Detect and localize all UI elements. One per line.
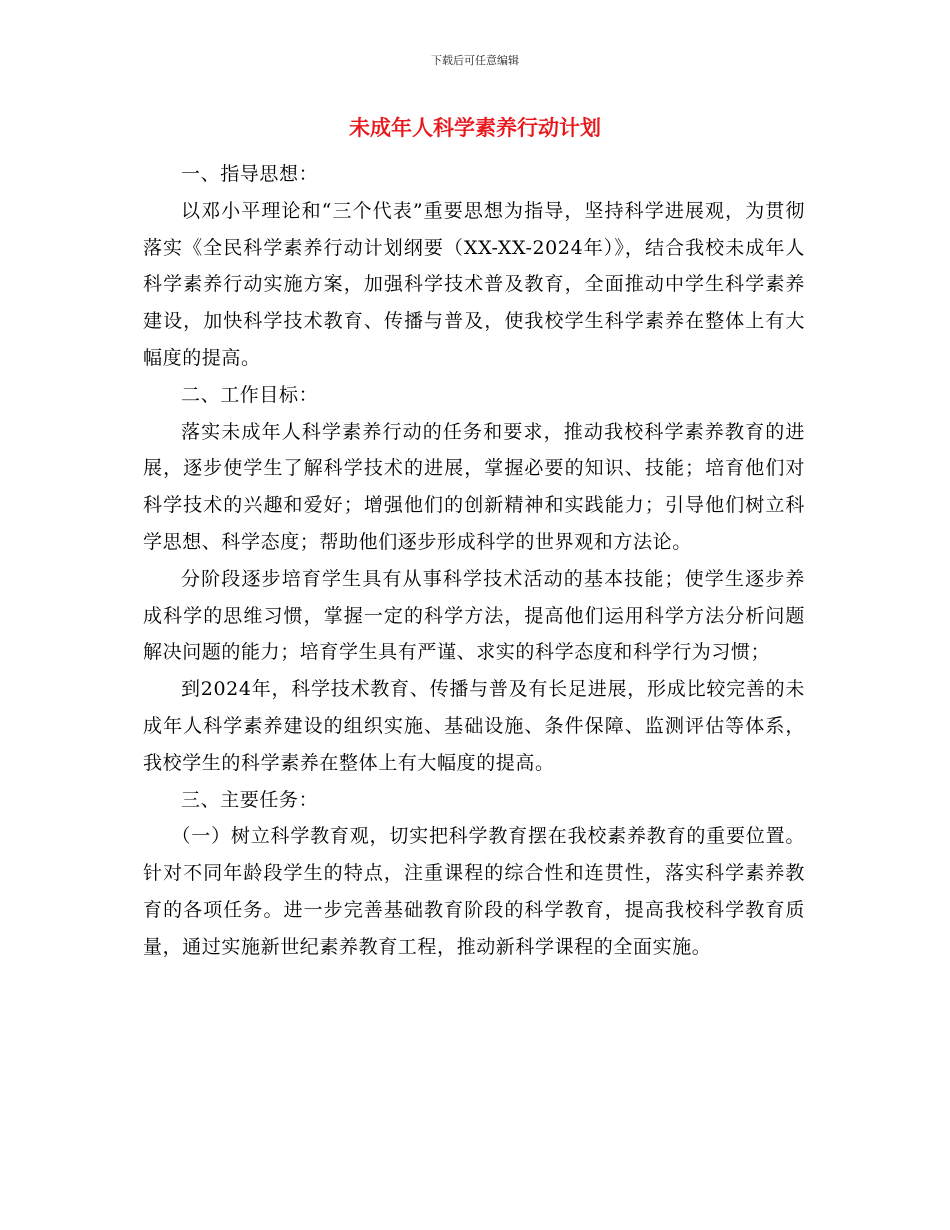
section-heading-work-goals: 二、工作目标： <box>181 383 319 406</box>
page-header-note: 下载后可任意编辑 <box>431 54 519 67</box>
paragraph-guiding-ideology: 以邓小平理论和“三个代表”重要思想为指导，坚持科学进展观，为贯彻落实《全民科学素养行动计划纲要（XX-XX-2024年）》，结合我校未成年人科学素养行动实施方案，加强科学技术普及教育，全面推动中学生科学素养建设，加快科学技术教育、传播与普及，使我校学生科学素养在整体上有大幅度的提高。 <box>143 199 805 369</box>
paragraph-main-task-1: （一）树立科学教育观，切实把科学教育摆在我校素养教育的重要位置。针对不同年龄段学生的特点，注重课程的综合性和连贯性，落实科学素养教育的各项任务。进一步完善基础教育阶段的科学教育，提高我校科学教育质量，通过实施新世纪素养教育工程，推动新科学课程的全面实施。 <box>143 825 805 958</box>
paragraph-work-goals-3: 到2024年，科学技术教育、传播与普及有长足进展，形成比较完善的未成年人科学素养建设的组织实施、基础设施、条件保障、监测评估等体系，我校学生的科学素养在整体上有大幅度的提高。 <box>143 678 805 774</box>
section-heading-guiding-ideology: 一、指导思想： <box>181 163 319 185</box>
paragraph-work-goals-2: 分阶段逐步培育学生具有从事科学技术活动的基本技能；使学生逐步养成科学的思维习惯，掌握一定的科学方法，提高他们运用科学方法分析问题解决问题的能力；培育学生具有严谨、求实的科学态度和科学行为习惯； <box>143 567 805 664</box>
paragraph-work-goals-1: 落实未成年人科学素养行动的任务和要求，推动我校科学素养教育的进展，逐步使学生了解科学技术的进展，掌握必要的知识、技能；培育他们对科学技术的兴趣和爱好；增强他们的创新精神和实践能力；引导他们树立科学思想、科学态度；帮助他们逐步形成科学的世界观和方法论。 <box>143 420 805 553</box>
section-heading-main-tasks: 三、主要任务： <box>181 788 319 811</box>
document-title: 未成年人科学素养行动计划 <box>349 115 601 140</box>
document-body <box>143 156 805 966</box>
